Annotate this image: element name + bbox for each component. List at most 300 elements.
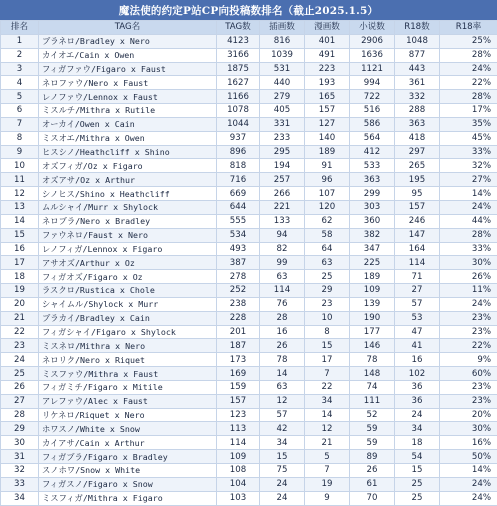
cell-tag-name: ミスネロ/Mithra x Nero <box>39 339 217 353</box>
cell-manga-count: 19 <box>305 477 350 491</box>
cell-tag-name: フィガファウ/Figaro x Faust <box>39 62 217 76</box>
cell-illust-count: 24 <box>260 477 305 491</box>
cell-r18-count: 114 <box>395 256 440 270</box>
cell-tag-count: 493 <box>217 242 260 256</box>
cell-illust-count: 78 <box>260 353 305 367</box>
table-row <box>1 450 497 464</box>
cell-tag-name: アレファウ/Alec x Faust <box>39 394 217 408</box>
cell-r18-rate: 30% <box>440 256 497 270</box>
table-row <box>1 242 497 256</box>
cell-r18-count: 147 <box>395 228 440 242</box>
cell-tag-name: フィガシャイ/Figaro x Shylock <box>39 325 217 339</box>
table-row <box>1 76 497 90</box>
cell-manga-count: 8 <box>305 325 350 339</box>
cell-r18-count: 157 <box>395 200 440 214</box>
cell-tag-name: リケネロ/Riquet x Nero <box>39 408 217 422</box>
cell-rank: 9 <box>1 145 39 159</box>
cell-tag-name: カイアサ/Cain x Arthur <box>39 436 217 450</box>
cell-rank: 17 <box>1 256 39 270</box>
header-r18-rate: R18率 <box>440 21 497 35</box>
cell-r18-rate: 24% <box>440 200 497 214</box>
cell-rank: 13 <box>1 200 39 214</box>
cell-novel-count: 139 <box>350 297 395 311</box>
cell-r18-count: 877 <box>395 48 440 62</box>
cell-manga-count: 58 <box>305 228 350 242</box>
cell-r18-rate: 30% <box>440 422 497 436</box>
cell-novel-count: 111 <box>350 394 395 408</box>
cell-tag-name: ムルシャイ/Murr x Shylock <box>39 200 217 214</box>
cell-manga-count: 14 <box>305 408 350 422</box>
cell-tag-count: 1166 <box>217 90 260 104</box>
cell-rank: 3 <box>1 62 39 76</box>
table-row <box>1 159 497 173</box>
cell-tag-count: 103 <box>217 491 260 505</box>
table-row <box>1 34 497 48</box>
cell-r18-count: 297 <box>395 145 440 159</box>
cell-illust-count: 76 <box>260 297 305 311</box>
cell-rank: 6 <box>1 104 39 118</box>
cell-rank: 7 <box>1 117 39 131</box>
header-tag-count: TAG数 <box>217 21 260 35</box>
cell-manga-count: 107 <box>305 187 350 201</box>
cell-manga-count: 5 <box>305 450 350 464</box>
cell-illust-count: 331 <box>260 117 305 131</box>
cell-r18-count: 164 <box>395 242 440 256</box>
cell-illust-count: 75 <box>260 464 305 478</box>
cell-rank: 30 <box>1 436 39 450</box>
cell-manga-count: 491 <box>305 48 350 62</box>
cell-r18-rate: 28% <box>440 90 497 104</box>
cell-r18-rate: 24% <box>440 477 497 491</box>
cell-manga-count: 189 <box>305 145 350 159</box>
cell-manga-count: 10 <box>305 311 350 325</box>
cell-rank: 11 <box>1 173 39 187</box>
cell-tag-count: 1627 <box>217 76 260 90</box>
table-row <box>1 477 497 491</box>
cell-rank: 1 <box>1 34 39 48</box>
header-illust-count: 插画数 <box>260 21 305 35</box>
cell-r18-count: 36 <box>395 380 440 394</box>
cell-manga-count: 29 <box>305 284 350 298</box>
cell-rank: 15 <box>1 228 39 242</box>
cell-novel-count: 109 <box>350 284 395 298</box>
cell-rank: 25 <box>1 367 39 381</box>
cell-illust-count: 257 <box>260 173 305 187</box>
cell-rank: 33 <box>1 477 39 491</box>
table-row <box>1 380 497 394</box>
cell-r18-rate: 35% <box>440 117 497 131</box>
cell-tag-count: 187 <box>217 339 260 353</box>
cell-r18-count: 363 <box>395 117 440 131</box>
cell-rank: 4 <box>1 76 39 90</box>
table-row <box>1 394 497 408</box>
cell-r18-rate: 11% <box>440 284 497 298</box>
cell-tag-name: ミスオエ/Mithra x Owen <box>39 131 217 145</box>
cell-tag-name: アサオズ/Arthur x Oz <box>39 256 217 270</box>
cell-novel-count: 190 <box>350 311 395 325</box>
cell-illust-count: 99 <box>260 256 305 270</box>
cell-novel-count: 586 <box>350 117 395 131</box>
cell-illust-count: 440 <box>260 76 305 90</box>
cell-tag-name: フィガブラ/Figaro x Bradley <box>39 450 217 464</box>
cell-manga-count: 25 <box>305 270 350 284</box>
cell-rank: 29 <box>1 422 39 436</box>
header-r18-count: R18数 <box>395 21 440 35</box>
cell-rank: 28 <box>1 408 39 422</box>
cell-rank: 12 <box>1 187 39 201</box>
cell-rank: 18 <box>1 270 39 284</box>
cell-tag-name: オズアサ/Oz x Arthur <box>39 173 217 187</box>
cell-illust-count: 405 <box>260 104 305 118</box>
cell-tag-count: 159 <box>217 380 260 394</box>
table-row <box>1 284 497 298</box>
cell-tag-count: 534 <box>217 228 260 242</box>
cell-manga-count: 64 <box>305 242 350 256</box>
table-row <box>1 131 497 145</box>
cell-illust-count: 194 <box>260 159 305 173</box>
cell-novel-count: 363 <box>350 173 395 187</box>
cell-r18-rate: 26% <box>440 270 497 284</box>
cell-r18-count: 288 <box>395 104 440 118</box>
cell-tag-count: 1078 <box>217 104 260 118</box>
table-row <box>1 200 497 214</box>
cell-tag-name: シャイムル/Shylock x Murr <box>39 297 217 311</box>
table-row <box>1 353 497 367</box>
cell-r18-count: 102 <box>395 367 440 381</box>
cell-illust-count: 12 <box>260 394 305 408</box>
cell-novel-count: 59 <box>350 422 395 436</box>
table-title: 魔法使的约定P站CP向投稿数排名（截止2025.1.5） <box>0 0 497 20</box>
cell-tag-name: レノファウ/Lennox x Faust <box>39 90 217 104</box>
cell-tag-name: ブラネロ/Bradley x Nero <box>39 34 217 48</box>
cell-r18-rate: 16% <box>440 436 497 450</box>
cell-novel-count: 52 <box>350 408 395 422</box>
table-row <box>1 367 497 381</box>
cell-manga-count: 401 <box>305 34 350 48</box>
cell-manga-count: 15 <box>305 339 350 353</box>
cell-r18-count: 361 <box>395 76 440 90</box>
header-tag-name: TAG名 <box>39 21 217 35</box>
cell-novel-count: 74 <box>350 380 395 394</box>
cell-illust-count: 24 <box>260 491 305 505</box>
cell-novel-count: 148 <box>350 367 395 381</box>
cell-manga-count: 91 <box>305 159 350 173</box>
cell-novel-count: 70 <box>350 491 395 505</box>
cell-r18-rate: 33% <box>440 242 497 256</box>
cell-manga-count: 165 <box>305 90 350 104</box>
cell-tag-count: 201 <box>217 325 260 339</box>
cell-r18-rate: 17% <box>440 104 497 118</box>
cell-r18-count: 18 <box>395 436 440 450</box>
cell-r18-count: 54 <box>395 450 440 464</box>
cell-rank: 21 <box>1 311 39 325</box>
table-row <box>1 90 497 104</box>
cell-tag-count: 123 <box>217 408 260 422</box>
cell-r18-rate: 60% <box>440 367 497 381</box>
cell-r18-rate: 33% <box>440 145 497 159</box>
header-manga-count: 漫画数 <box>305 21 350 35</box>
cell-novel-count: 225 <box>350 256 395 270</box>
cell-r18-count: 332 <box>395 90 440 104</box>
cell-rank: 31 <box>1 450 39 464</box>
cell-illust-count: 133 <box>260 214 305 228</box>
cell-novel-count: 412 <box>350 145 395 159</box>
cell-manga-count: 12 <box>305 422 350 436</box>
cell-tag-count: 1044 <box>217 117 260 131</box>
cell-tag-name: ミスフィガ/Mithra x Figaro <box>39 491 217 505</box>
table-row <box>1 48 497 62</box>
cell-tag-count: 555 <box>217 214 260 228</box>
cell-r18-count: 246 <box>395 214 440 228</box>
cell-tag-name: スノホワ/Snow x White <box>39 464 217 478</box>
cell-tag-name: ネロリク/Nero x Riquet <box>39 353 217 367</box>
cell-r18-rate: 32% <box>440 159 497 173</box>
cell-tag-count: 108 <box>217 464 260 478</box>
cell-r18-rate: 20% <box>440 408 497 422</box>
cell-manga-count: 7 <box>305 464 350 478</box>
cell-tag-count: 169 <box>217 367 260 381</box>
cell-tag-name: カイオエ/Cain x Owen <box>39 48 217 62</box>
cell-tag-count: 252 <box>217 284 260 298</box>
cell-r18-count: 36 <box>395 394 440 408</box>
table-row <box>1 104 497 118</box>
cell-rank: 14 <box>1 214 39 228</box>
cell-rank: 24 <box>1 353 39 367</box>
cell-tag-name: ブラカイ/Bradley x Cain <box>39 311 217 325</box>
cell-tag-name: ミスルチ/Mithra x Rutile <box>39 104 217 118</box>
cell-tag-name: レノフィガ/Lennox x Figaro <box>39 242 217 256</box>
cell-manga-count: 157 <box>305 104 350 118</box>
cell-tag-name: フィガスノ/Figaro x Snow <box>39 477 217 491</box>
cell-novel-count: 994 <box>350 76 395 90</box>
cell-r18-rate: 24% <box>440 297 497 311</box>
cell-tag-count: 3166 <box>217 48 260 62</box>
cell-r18-count: 41 <box>395 339 440 353</box>
cell-r18-rate: 50% <box>440 450 497 464</box>
cell-tag-count: 937 <box>217 131 260 145</box>
cell-rank: 10 <box>1 159 39 173</box>
cell-rank: 27 <box>1 394 39 408</box>
cell-novel-count: 564 <box>350 131 395 145</box>
cell-rank: 8 <box>1 131 39 145</box>
cell-tag-name: ホワスノ/White x Snow <box>39 422 217 436</box>
cell-illust-count: 114 <box>260 284 305 298</box>
cell-rank: 20 <box>1 297 39 311</box>
cell-tag-count: 104 <box>217 477 260 491</box>
table-row <box>1 464 497 478</box>
ranking-table <box>0 20 497 506</box>
cell-r18-count: 57 <box>395 297 440 311</box>
cell-r18-count: 418 <box>395 131 440 145</box>
cell-tag-count: 173 <box>217 353 260 367</box>
cell-r18-rate: 23% <box>440 325 497 339</box>
cell-manga-count: 9 <box>305 491 350 505</box>
cell-rank: 19 <box>1 284 39 298</box>
cell-manga-count: 223 <box>305 62 350 76</box>
cell-r18-rate: 23% <box>440 394 497 408</box>
cell-illust-count: 14 <box>260 367 305 381</box>
cell-r18-rate: 28% <box>440 48 497 62</box>
cell-illust-count: 82 <box>260 242 305 256</box>
header-rank: 排名 <box>1 21 39 35</box>
cell-novel-count: 2906 <box>350 34 395 48</box>
cell-illust-count: 57 <box>260 408 305 422</box>
cell-illust-count: 266 <box>260 187 305 201</box>
cell-novel-count: 78 <box>350 353 395 367</box>
table-row <box>1 117 497 131</box>
cell-illust-count: 279 <box>260 90 305 104</box>
cell-manga-count: 140 <box>305 131 350 145</box>
cell-tag-count: 113 <box>217 422 260 436</box>
cell-rank: 26 <box>1 380 39 394</box>
cell-novel-count: 146 <box>350 339 395 353</box>
cell-novel-count: 26 <box>350 464 395 478</box>
cell-illust-count: 15 <box>260 450 305 464</box>
cell-tag-count: 669 <box>217 187 260 201</box>
cell-tag-name: オズフィガ/Oz x Figaro <box>39 159 217 173</box>
cell-manga-count: 63 <box>305 256 350 270</box>
cell-r18-rate: 27% <box>440 173 497 187</box>
cell-illust-count: 295 <box>260 145 305 159</box>
cell-novel-count: 722 <box>350 90 395 104</box>
cell-r18-rate: 22% <box>440 76 497 90</box>
cell-r18-rate: 22% <box>440 339 497 353</box>
cell-illust-count: 26 <box>260 339 305 353</box>
cell-tag-count: 387 <box>217 256 260 270</box>
cell-tag-count: 278 <box>217 270 260 284</box>
cell-tag-count: 644 <box>217 200 260 214</box>
table-row <box>1 422 497 436</box>
cell-tag-count: 228 <box>217 311 260 325</box>
cell-tag-count: 114 <box>217 436 260 450</box>
cell-manga-count: 7 <box>305 367 350 381</box>
cell-illust-count: 16 <box>260 325 305 339</box>
cell-r18-count: 34 <box>395 422 440 436</box>
cell-illust-count: 221 <box>260 200 305 214</box>
table-row <box>1 297 497 311</box>
cell-manga-count: 23 <box>305 297 350 311</box>
cell-tag-count: 818 <box>217 159 260 173</box>
cell-rank: 22 <box>1 325 39 339</box>
cell-manga-count: 22 <box>305 380 350 394</box>
cell-novel-count: 177 <box>350 325 395 339</box>
cell-rank: 23 <box>1 339 39 353</box>
cell-r18-count: 16 <box>395 353 440 367</box>
cell-novel-count: 1636 <box>350 48 395 62</box>
cell-novel-count: 382 <box>350 228 395 242</box>
cell-tag-name: ファウネロ/Faust x Nero <box>39 228 217 242</box>
table-row <box>1 408 497 422</box>
cell-illust-count: 531 <box>260 62 305 76</box>
cell-novel-count: 61 <box>350 477 395 491</box>
cell-r18-rate: 28% <box>440 228 497 242</box>
table-row <box>1 491 497 505</box>
cell-illust-count: 1039 <box>260 48 305 62</box>
cell-novel-count: 89 <box>350 450 395 464</box>
cell-tag-name: ラスクロ/Rustica x Chole <box>39 284 217 298</box>
cell-tag-name: ネロブラ/Nero x Bradley <box>39 214 217 228</box>
cell-illust-count: 816 <box>260 34 305 48</box>
cell-tag-count: 1875 <box>217 62 260 76</box>
cell-novel-count: 1121 <box>350 62 395 76</box>
cell-tag-count: 238 <box>217 297 260 311</box>
cell-illust-count: 34 <box>260 436 305 450</box>
cell-illust-count: 233 <box>260 131 305 145</box>
cell-r18-count: 27 <box>395 284 440 298</box>
cell-illust-count: 63 <box>260 380 305 394</box>
cell-tag-count: 157 <box>217 394 260 408</box>
cell-manga-count: 21 <box>305 436 350 450</box>
cell-r18-count: 71 <box>395 270 440 284</box>
cell-tag-name: ネロファウ/Nero x Faust <box>39 76 217 90</box>
cell-novel-count: 189 <box>350 270 395 284</box>
cell-rank: 34 <box>1 491 39 505</box>
cell-novel-count: 516 <box>350 104 395 118</box>
cell-r18-count: 47 <box>395 325 440 339</box>
cell-manga-count: 96 <box>305 173 350 187</box>
header-novel-count: 小说数 <box>350 21 395 35</box>
cell-r18-rate: 45% <box>440 131 497 145</box>
cell-r18-count: 195 <box>395 173 440 187</box>
cell-illust-count: 94 <box>260 228 305 242</box>
cell-r18-rate: 24% <box>440 491 497 505</box>
cell-manga-count: 62 <box>305 214 350 228</box>
cell-novel-count: 347 <box>350 242 395 256</box>
cell-manga-count: 120 <box>305 200 350 214</box>
cell-r18-count: 25 <box>395 491 440 505</box>
table-row <box>1 187 497 201</box>
cell-illust-count: 28 <box>260 311 305 325</box>
cell-r18-count: 25 <box>395 477 440 491</box>
cell-illust-count: 42 <box>260 422 305 436</box>
cell-tag-count: 109 <box>217 450 260 464</box>
cell-r18-count: 1048 <box>395 34 440 48</box>
table-row <box>1 339 497 353</box>
cell-r18-count: 24 <box>395 408 440 422</box>
cell-r18-rate: 9% <box>440 353 497 367</box>
cell-r18-count: 53 <box>395 311 440 325</box>
cell-r18-count: 443 <box>395 62 440 76</box>
table-row <box>1 256 497 270</box>
cell-r18-rate: 25% <box>440 34 497 48</box>
cell-novel-count: 299 <box>350 187 395 201</box>
cell-rank: 5 <box>1 90 39 104</box>
cell-r18-count: 265 <box>395 159 440 173</box>
table-row <box>1 311 497 325</box>
table-row <box>1 228 497 242</box>
cell-r18-count: 95 <box>395 187 440 201</box>
cell-manga-count: 127 <box>305 117 350 131</box>
table-row <box>1 325 497 339</box>
cell-novel-count: 533 <box>350 159 395 173</box>
cell-r18-rate: 14% <box>440 187 497 201</box>
cell-novel-count: 360 <box>350 214 395 228</box>
table-row <box>1 173 497 187</box>
cell-illust-count: 63 <box>260 270 305 284</box>
cell-tag-count: 4123 <box>217 34 260 48</box>
header-row <box>1 21 497 35</box>
cell-r18-rate: 23% <box>440 311 497 325</box>
table-row <box>1 145 497 159</box>
cell-tag-name: シノヒス/Shino x Heathcliff <box>39 187 217 201</box>
table-row <box>1 436 497 450</box>
table-row <box>1 214 497 228</box>
cell-tag-name: フィガミチ/Figaro x Mitile <box>39 380 217 394</box>
cell-r18-rate: 14% <box>440 464 497 478</box>
cell-tag-name: ミスファウ/Mithra x Faust <box>39 367 217 381</box>
cell-rank: 2 <box>1 48 39 62</box>
cell-tag-name: ヒスシノ/Heathcliff x Shino <box>39 145 217 159</box>
